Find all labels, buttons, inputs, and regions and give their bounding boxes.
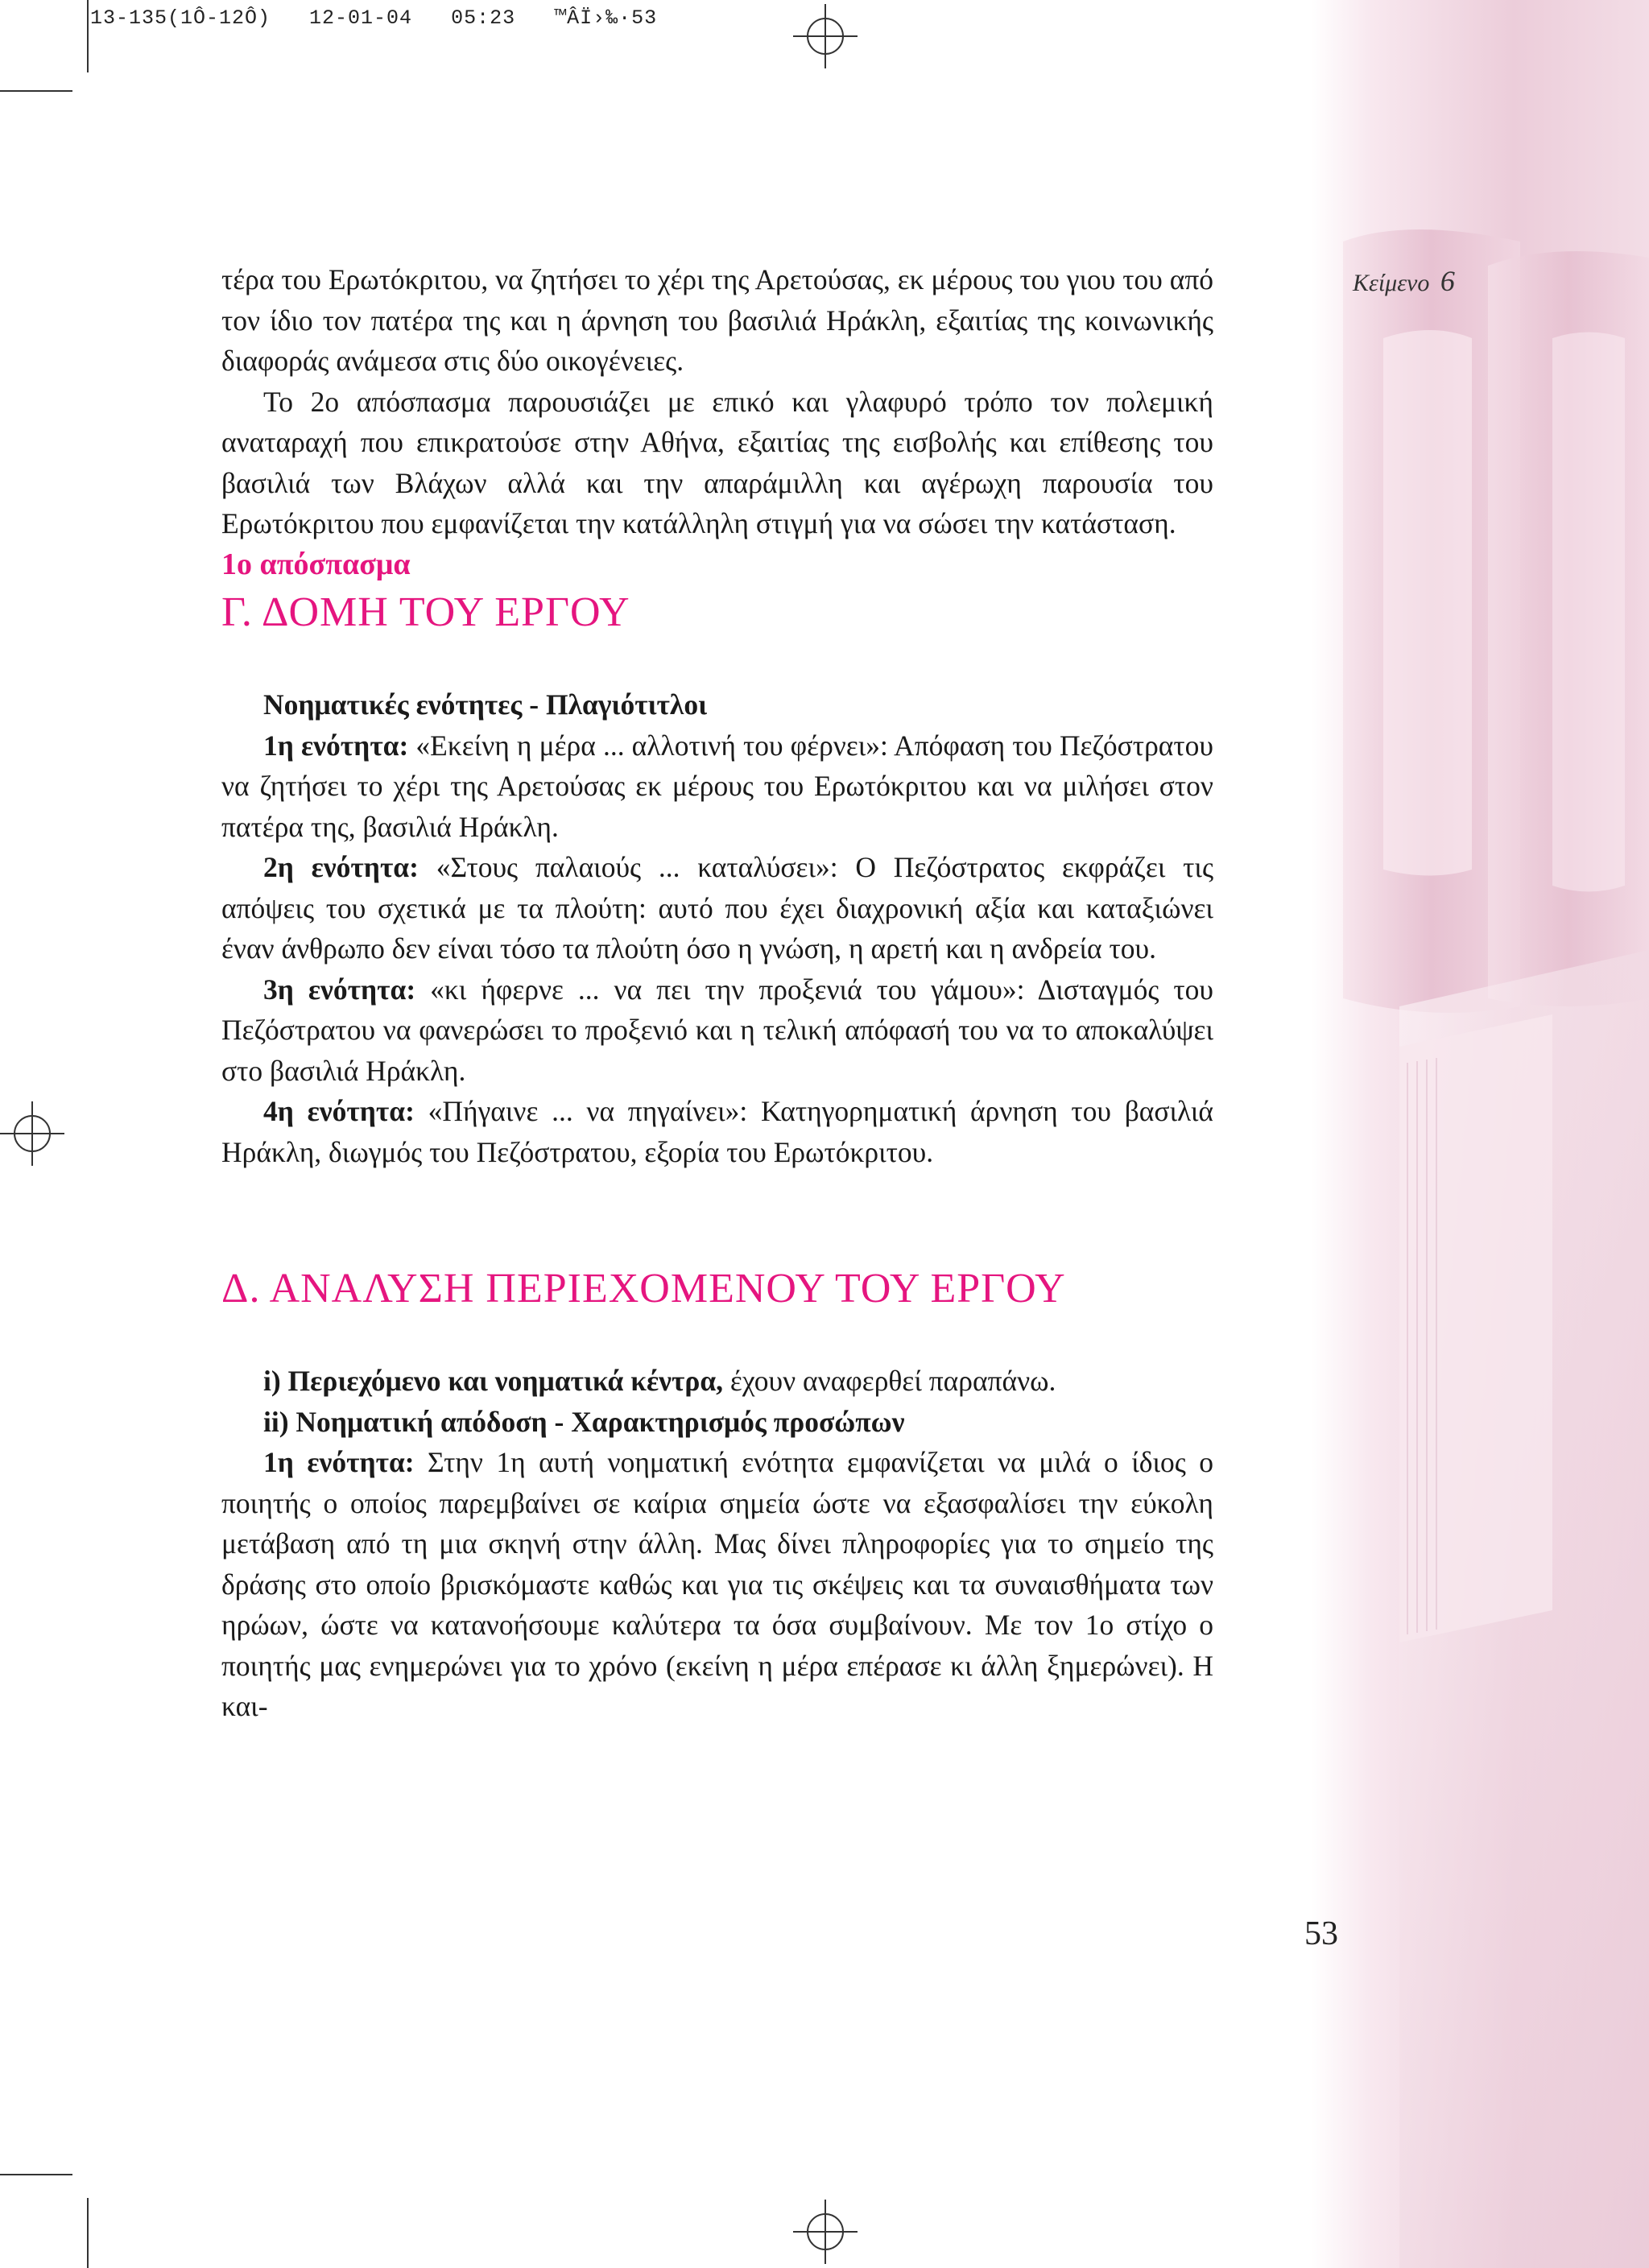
registration-mark-icon (0, 1101, 64, 1166)
unit-text: «Εκείνη η μέρα ... αλλοτινή του φέρνει»: Απόφαση του Πεζόστρατου να ζητήσει το χέρι της Αρετούσας εκ μέρους του Ερωτόκριτου και να μιλήσει στον πατέρα της, βασιλιά Ηράκλη. (221, 729, 1213, 843)
excerpt-heading: 1ο απόσπασμα (221, 547, 411, 581)
section-number: 6 (1440, 265, 1455, 297)
print-slug: 13-135(1Ô-12Ô) 12-01-04 05:23 ™ÂÏ›‰·53 (90, 6, 658, 30)
unit-paragraph (221, 1091, 1213, 1172)
unit-paragraph (221, 969, 1213, 1092)
unit-paragraph (221, 725, 1213, 848)
unit-label: 1η ενότητα: (263, 729, 409, 762)
crop-mark (0, 90, 72, 92)
books-illustration-icon (1311, 0, 1649, 2268)
section-d-body (221, 1361, 1213, 1727)
section-d-item-2: ii) Νοηματική απόδοση - Χαρακτηρισμός προσώπων (263, 1405, 905, 1438)
registration-mark-icon (793, 4, 858, 68)
crop-mark (0, 2174, 72, 2175)
main-text-column (221, 259, 1213, 1727)
section-d-item-1 (221, 1361, 1213, 1402)
unit-label: 4η ενότητα: (263, 1095, 415, 1127)
unit-text: «κι ήφερνε ... να πει την προξενιά του γάμου»: Δισταγμός του Πεζόστρατου να φανερώσει το προξενιό και η τελική απόφασή του να το αποκαλύψει στο βασιλιά Ηράκλη. (221, 973, 1213, 1087)
section-marker (1353, 264, 1455, 298)
section-g-title: Γ. ΔΟΜΗ ΤΟΥ ΕΡΓΟΥ (221, 589, 630, 635)
unit-paragraph (221, 1442, 1213, 1727)
unit-label: 1η ενότητα: (263, 1446, 415, 1478)
section-d-title: Δ. ΑΝΑΛΥΣΗ ΠΕΡΙΕΧΟΜΕΝΟΥ ΤΟΥ ΕΡΓΟΥ (221, 1266, 1066, 1312)
item-label: i) Περιεχόμενο και νοηματικά κέντρα, (263, 1365, 724, 1397)
crop-mark (87, 0, 89, 72)
intro-paragraph-2: Το 2ο απόσπασμα παρουσιάζει με επικό και γλαφυρό τρόπο τον πολεμική αναταραχή που επικρατούσε στην Αθήνα, εξαιτίας της εισβολής και επίθεσης του βασιλιά των Βλάχων αλλά και την απαράμιλλη και αγέρωχη παρουσία του Ερωτόκριτου που εμφανίζεται την κατάλληλη στιγμή για να σώσει την κατάσταση. (221, 385, 1213, 539)
unit-paragraph (221, 847, 1213, 969)
section-label: Κείμενο (1353, 270, 1430, 296)
section-g-subtitle: Νοηματικές ενότητες - Πλαγιότιτλοι (263, 688, 708, 721)
crop-mark (87, 2198, 89, 2268)
unit-text: Στην 1η αυτή νοηματική ενότητα εμφανίζεται να μιλά ο ίδιος ο ποιητής ο οποίος παρεμβαίνει σε καίρια σημεία ώστε να εξασφαλίσει την εύκολη μετάβαση από τη μια σκηνή στην άλλη. Μας δίνει πληροφορίες για το σημείο της δράσης στο οποίο βρισκόμαστε καθώς και για τις σκέψεις και τα συναισθήματα των ηρώων, ώστε να κατανοήσουμε καλύτερα τα όσα συμβαίνουν. Με τον 1ο στίχο ο ποιητής μας ενημερώνει για το χρόνο (εκείνη η μέρα επέρασε κι άλλη ξημερώνει). Η και- (221, 1446, 1214, 1722)
unit-text: «Πήγαινε ... να πηγαίνει»: Κατηγορηματική άρνηση του βασιλιά Ηράκλη, διωγμός του Πεζόστρατου, εξορία του Ερωτόκριτου. (221, 1095, 1213, 1168)
unit-text: «Στους παλαιούς ... καταλύσει»: Ο Πεζόστρατος εκφράζει τις απόψεις του σχετικά με τα πλούτη: αυτό που έχει διαχρονική αξία και καταξιώνει έναν άνθρωπο δεν είναι τόσο τα πλούτη όσο η γνώση, η αρετή και η ανδρεία του. (221, 851, 1213, 965)
registration-mark-icon (793, 2200, 858, 2264)
unit-label: 3η ενότητα: (263, 973, 416, 1006)
section-g-units (221, 684, 1213, 1172)
item-text: έχουν αναφερθεί παραπάνω. (723, 1365, 1056, 1397)
intro-paragraph-1: τέρα του Ερωτόκριτου, να ζητήσει το χέρι της Αρετούσας, εκ μέρους του γιου του από τον ίδιο τον πατέρα της και η άρνηση του βασιλιά Ηράκλη, εξαιτίας της κοινωνικής διαφοράς ανάμεσα στις δύο οικογένειες. (221, 263, 1213, 377)
decorative-book-band (1311, 0, 1649, 2268)
unit-label: 2η ενότητα: (263, 851, 419, 883)
page-number: 53 (1304, 1915, 1338, 1952)
